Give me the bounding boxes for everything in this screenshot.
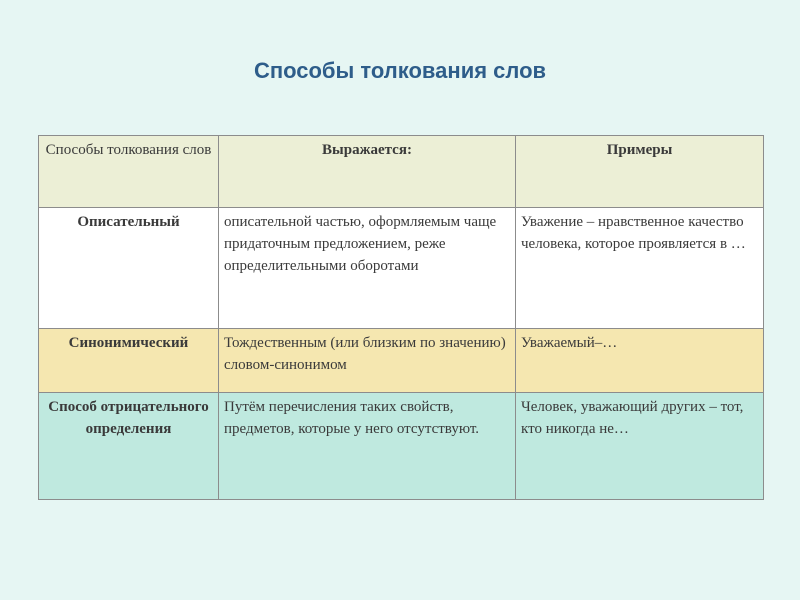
- table-row: [39, 329, 764, 393]
- row-method-name: Способ отрицательного определения: [39, 393, 219, 500]
- page-title: Способы толкования слов: [253, 58, 547, 83]
- row-expression: Путём перечисления таких свойств, предметов, которые у него отсутствуют.: [219, 393, 516, 500]
- row-expression: описательной частью, оформляемым чаще придаточным предложением, реже определительными оборотами: [219, 208, 516, 329]
- table-header-row: [39, 136, 764, 208]
- header-methods: Способы толкования слов: [39, 136, 219, 208]
- row-example: Уважаемый–…: [516, 329, 764, 393]
- row-expression: Тождественным (или близким по значению) словом-синонимом: [219, 329, 516, 393]
- row-example: Человек, уважающий других – тот, кто никогда не…: [516, 393, 764, 500]
- interpretation-table: [38, 135, 764, 500]
- table-row: [39, 208, 764, 329]
- row-method-name: Описательный: [39, 208, 219, 329]
- header-examples: Примеры: [516, 136, 764, 208]
- header-expression: Выражается:: [219, 136, 516, 208]
- row-example: Уважение – нравственное качество человека, которое проявляется в …: [516, 208, 764, 329]
- table-row: [39, 393, 764, 500]
- row-method-name: Синонимический: [39, 329, 219, 393]
